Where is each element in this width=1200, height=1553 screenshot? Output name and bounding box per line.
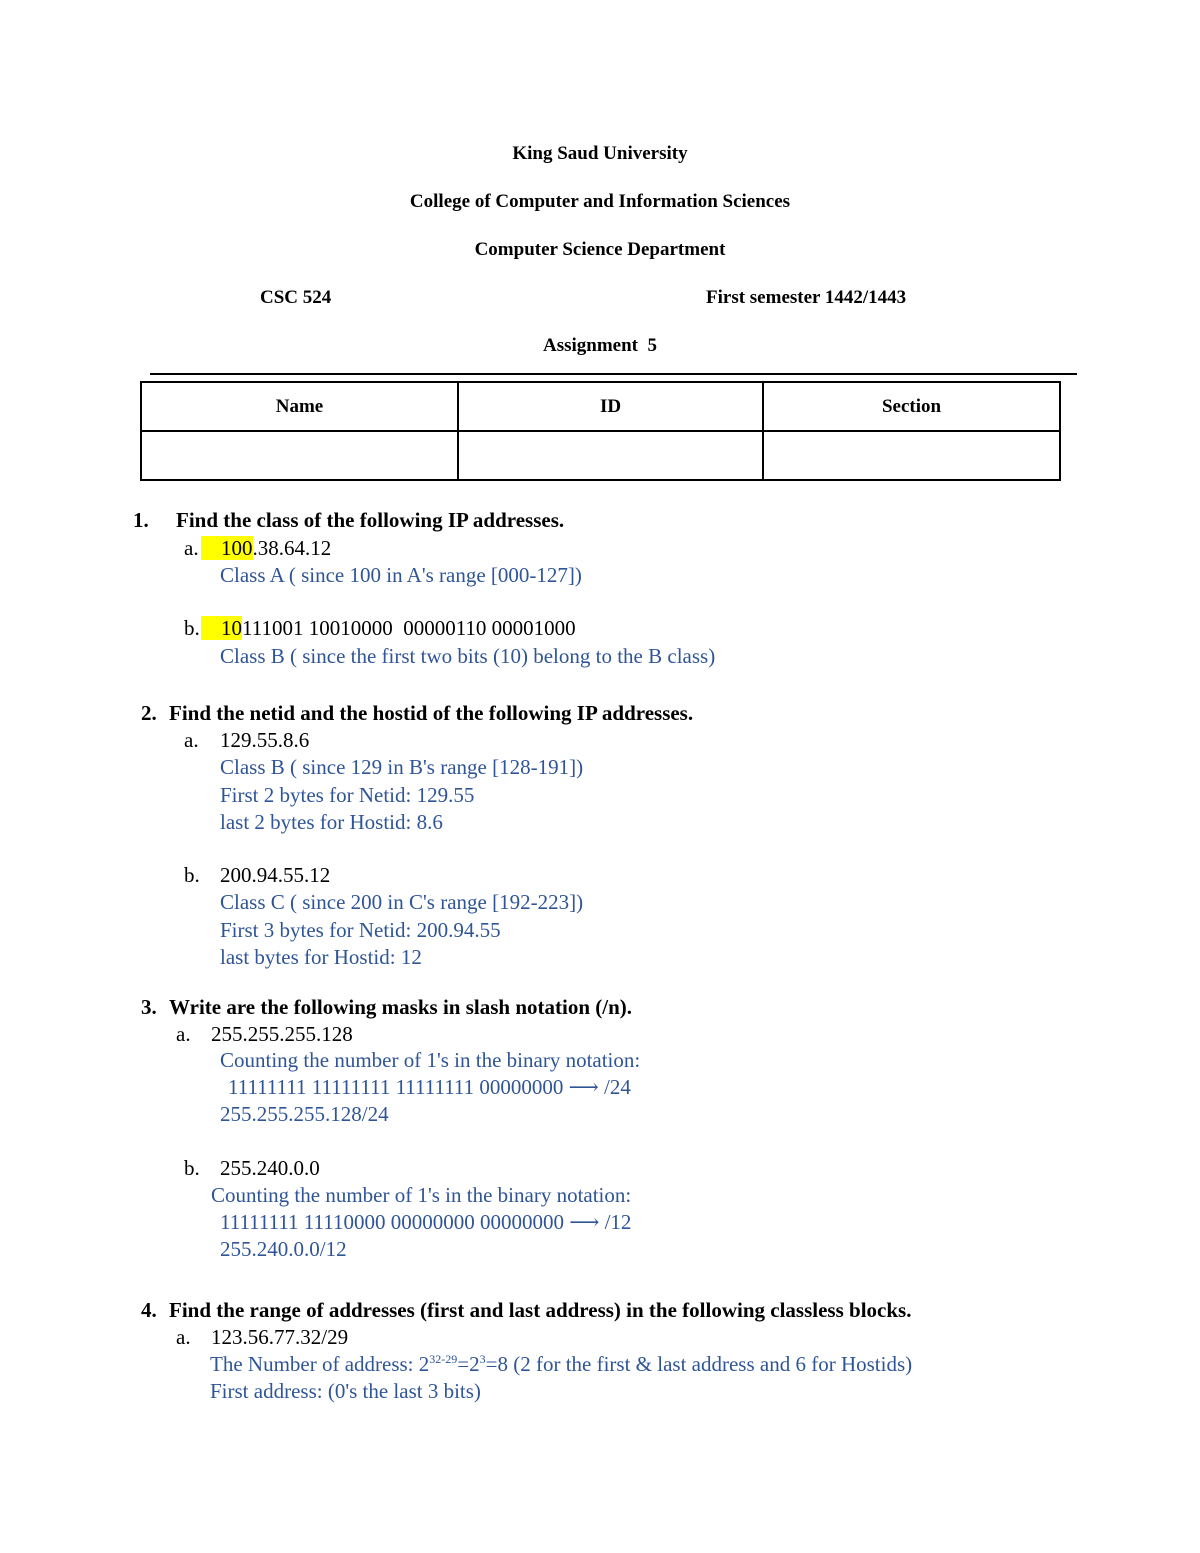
id-cell[interactable] [458,431,763,480]
q2b-answer-2: First 3 bytes for Netid: 200.94.55 [220,918,501,942]
q3b-label: b. [184,1156,200,1180]
q1b-rest: 111001 10010000 00000110 00001000 [242,616,576,640]
q2a-answer-2: First 2 bytes for Netid: 129.55 [220,783,475,807]
university-name: King Saud University [512,143,688,164]
table-header-row [141,382,1060,431]
q4a-num-prefix: The Number of address: 2 [210,1352,430,1376]
q1-number: 1. [133,508,149,532]
q2a-label: a. [184,728,199,752]
id-header: ID [458,382,763,431]
name-cell[interactable] [141,431,458,480]
header-divider [150,373,1077,375]
name-header: Name [141,382,458,431]
q1b-answer: Class B ( since the first two bits (10) belong to the B class) [220,644,716,668]
q3-number: 3. [141,995,157,1019]
q1a-answer: Class A ( since 100 in A's range [000-127]) [220,563,582,587]
q2-text: Find the netid and the hostid of the following IP addresses. [169,701,694,725]
q4a-num-exp2: 3 [479,1352,486,1366]
q3a-answer-3: 255.255.255.128/24 [220,1102,389,1126]
q2b-label: b. [184,863,200,887]
q2b-answer-1: Class C ( since 200 in C's range [192-223]) [220,890,584,914]
semester: First semester 1442/1443 [706,287,907,308]
q1b-label: b. [184,616,200,640]
q3a-answer-1: Counting the number of 1's in the binary notation: [220,1048,641,1072]
q4-number: 4. [141,1298,157,1322]
q4a-num-mid: =2 [457,1352,480,1376]
q4-text: Find the range of addresses (first and last address) in the following classless blocks. [169,1298,912,1322]
department-name: Computer Science Department [474,239,726,260]
q3b-answer-3: 255.240.0.0/12 [220,1237,347,1261]
q4a-label: a. [176,1325,191,1349]
q2a-answer-3: last 2 bytes for Hostid: 8.6 [220,810,443,834]
q1a-value [201,535,331,561]
q2b-answer-3: last bytes for Hostid: 12 [220,945,422,969]
q1a-highlight: 100 [201,536,253,560]
q4a-num-suffix: =8 (2 for the first & last address and 6 for Hostids) [485,1352,913,1376]
q3a-label: a. [176,1022,191,1046]
table-input-row [141,431,1060,480]
q3b-answer-2: 11111111 11110000 00000000 00000000 ⟶ /12 [220,1210,632,1234]
q4a-first-address: First address: (0's the last 3 bits) [210,1379,481,1403]
q3b-value: 255.240.0.0 [220,1156,320,1180]
q1b-highlight: 10 [201,616,242,640]
q2-number: 2. [141,701,157,725]
q3a-value: 255.255.255.128 [211,1022,353,1046]
q2a-value: 129.55.8.6 [220,728,310,752]
q2b-value: 200.94.55.12 [220,863,331,887]
college-name: College of Computer and Information Sciences [409,191,791,212]
q4a-value: 123.56.77.32/29 [211,1325,349,1349]
student-info-table [140,381,1061,481]
q1a-rest: .38.64.12 [252,536,332,560]
q1a-label: a. [184,536,199,560]
q3a-answer-2: 11111111 11111111 11111111 00000000 ⟶ /24 [228,1075,631,1099]
q4a-num-exp1: 32-29 [429,1352,458,1366]
q3b-answer-1: Counting the number of 1's in the binary notation: [211,1183,632,1207]
section-header: Section [763,382,1060,431]
q4a-number-of-address [210,1351,912,1377]
course-code: CSC 524 [260,287,332,308]
q2a-answer-1: Class B ( since 129 in B's range [128-191]) [220,755,584,779]
q1-text: Find the class of the following IP addresses. [176,508,565,532]
assignment-title: Assignment 5 [542,335,657,356]
section-cell[interactable] [763,431,1060,480]
q1b-value [201,615,576,641]
q3-text: Write are the following masks in slash notation (/n). [169,995,633,1019]
